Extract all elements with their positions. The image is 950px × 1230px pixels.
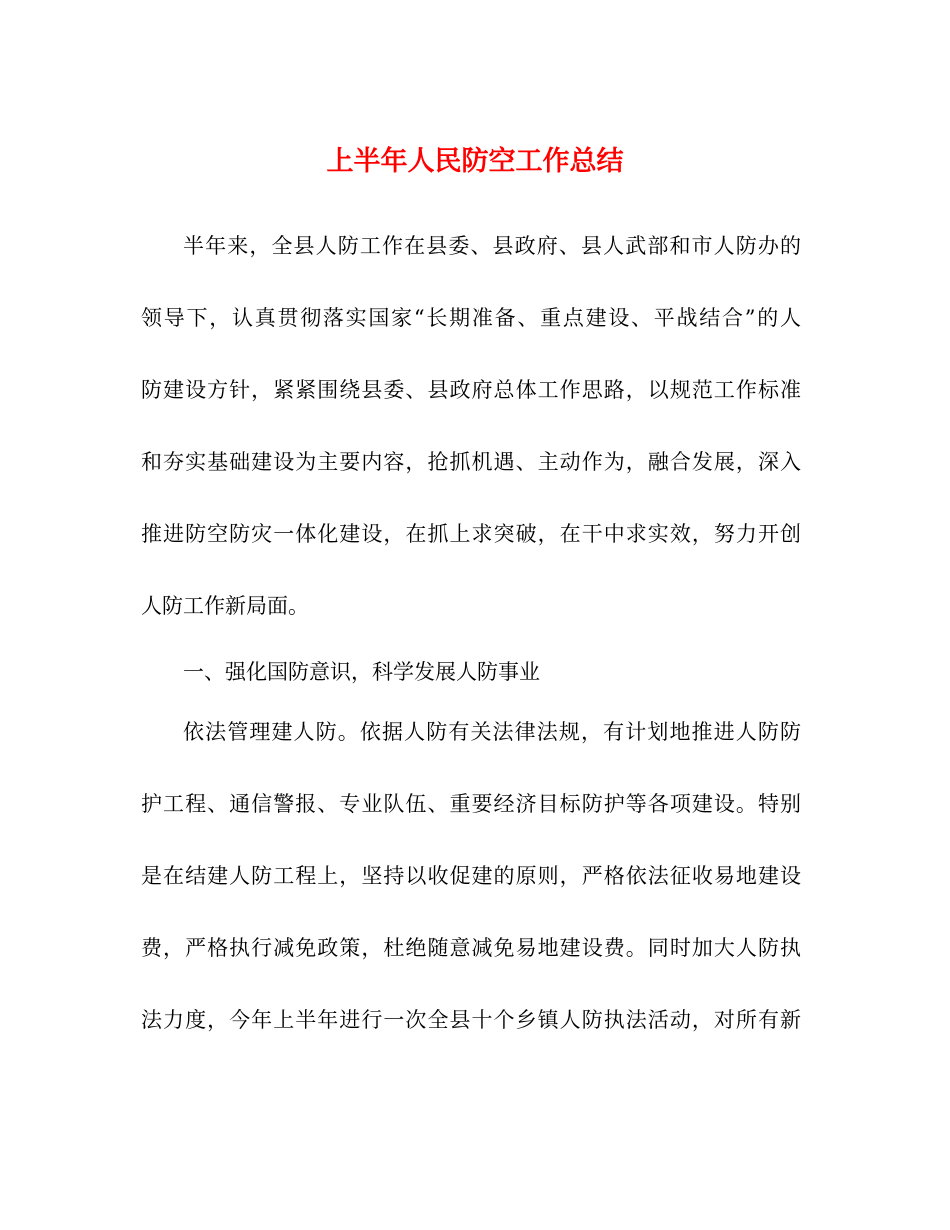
paragraph-1-line-6: 人防工作新局面。 (141, 594, 309, 618)
paragraph-1-line-4: 和夯实基础建设为主要内容，抢抓机遇、主动作为，融合发展，深入 (141, 450, 801, 474)
paragraph-2-line-3: 是在结建人防工程上，坚持以收促建的原则，严格依法征收易地建设 (141, 864, 801, 888)
paragraph-2-line-4: 费，严格执行减免政策，杜绝随意减免易地建设费。同时加大人防执 (141, 936, 801, 960)
paragraph-2-line-2: 护工程、通信警报、专业队伍、重要经济目标防护等各项建设。特别 (141, 792, 801, 816)
document-title: 上半年人民防空工作总结 (326, 146, 624, 177)
paragraph-2-line-1: 依法管理建人防。依据人防有关法律法规，有计划地推进人防防 (183, 720, 801, 744)
paragraph-1-line-5: 推进防空防灾一体化建设，在抓上求突破，在干中求实效，努力开创 (141, 522, 801, 546)
paragraph-1-line-1: 半年来，全县人防工作在县委、县政府、县人武部和市人防办的 (183, 234, 801, 258)
paragraph-1-line-3: 防建设方针，紧紧围绕县委、县政府总体工作思路，以规范工作标准 (141, 378, 801, 402)
paragraph-1-line-2: 领导下，认真贯彻落实国家“长期准备、重点建设、平战结合”的人 (141, 306, 801, 330)
section-heading-1: 一、强化国防意识，科学发展人防事业 (183, 660, 540, 684)
paragraph-2-line-5: 法力度，今年上半年进行一次全县十个乡镇人防执法活动，对所有新 (141, 1008, 801, 1032)
